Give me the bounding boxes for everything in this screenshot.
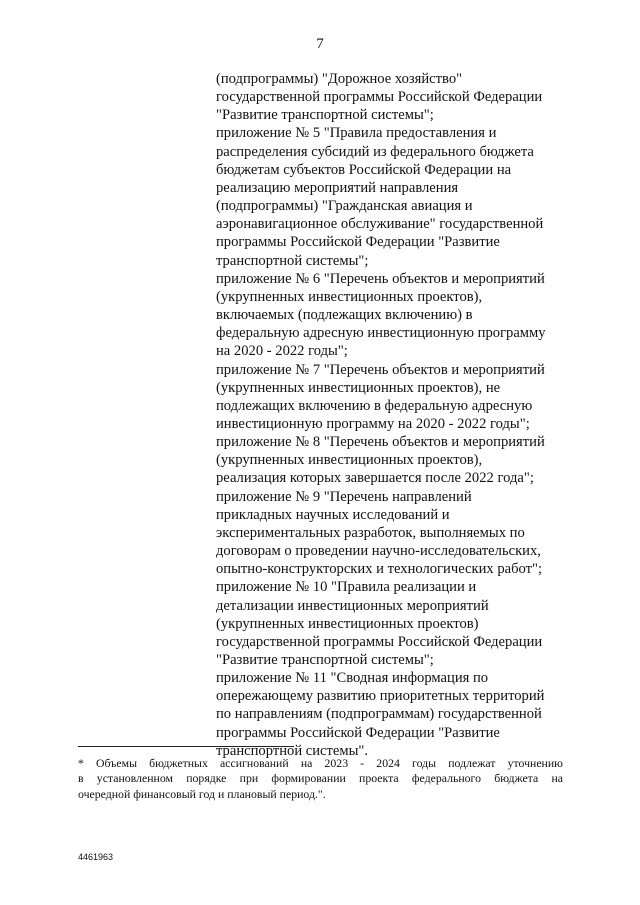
body-line: приложение № 7 "Перечень объектов и мероприятий bbox=[216, 361, 545, 378]
document-code: 4461963 bbox=[78, 852, 114, 862]
body-line: приложение № 10 "Правила реализации и bbox=[216, 579, 477, 596]
page-number: 7 bbox=[316, 36, 324, 52]
body-line: федеральную адресную инвестиционную программу bbox=[216, 325, 546, 342]
footnote-line: в установленном порядке при формировании проекта федерального бюджета на bbox=[78, 771, 563, 786]
body-line: государственной программы Российской Федерации bbox=[216, 89, 543, 106]
body-line: инвестиционную программу на 2020 - 2022 годы"; bbox=[216, 415, 530, 432]
body-line: приложение № 11 "Сводная информация по bbox=[216, 670, 489, 687]
body-line: экспериментальных разработок, выполняемых по bbox=[216, 524, 525, 541]
body-line: "Развитие транспортной системы"; bbox=[216, 107, 434, 124]
body-line: реализация которых завершается после 2022 года"; bbox=[216, 470, 534, 487]
body-line: приложение № 5 "Правила предоставления и bbox=[216, 125, 497, 142]
body-line: государственной программы Российской Федерации bbox=[216, 633, 543, 650]
body-line: бюджетам субъектов Российской Федерации на bbox=[216, 161, 512, 178]
body-line: (подпрограммы) "Гражданская авиация и bbox=[216, 198, 473, 215]
body-line: аэронавигационное обслуживание" государственной bbox=[216, 216, 544, 233]
footnote-divider bbox=[78, 746, 294, 747]
body-line: распределения субсидий из федерального бюджета bbox=[216, 143, 534, 160]
body-line: (укрупненных инвестиционных проектов), не bbox=[216, 379, 501, 396]
body-text bbox=[216, 70, 626, 760]
body-line: программы Российской Федерации "Развитие bbox=[216, 724, 500, 741]
body-line: приложение № 8 "Перечень объектов и мероприятий bbox=[216, 434, 545, 451]
body-line: программы Российской Федерации "Развитие bbox=[216, 234, 500, 251]
body-line: (укрупненных инвестиционных проектов), bbox=[216, 288, 483, 305]
footnote-line: * Объемы бюджетных ассигнований на 2023 - 2024 годы подлежат уточнению bbox=[78, 756, 563, 770]
body-line: транспортной системы"; bbox=[216, 252, 369, 269]
body-line: опережающему развитию приоритетных территорий bbox=[216, 688, 545, 705]
body-line: реализацию мероприятий направления bbox=[216, 179, 459, 196]
body-line: приложение № 6 "Перечень объектов и мероприятий bbox=[216, 270, 545, 287]
body-line: опытно-конструкторских и технологических работ"; bbox=[216, 561, 543, 578]
footnote-line: очередной финансовый год и плановый период.". bbox=[78, 786, 326, 801]
body-line: прикладных научных исследований и bbox=[216, 506, 450, 523]
body-line: на 2020 - 2022 годы"; bbox=[216, 343, 348, 360]
body-line: (подпрограммы) "Дорожное хозяйство" bbox=[216, 71, 463, 87]
body-line: детализации инвестиционных мероприятий bbox=[216, 597, 489, 614]
body-line: транспортной системы". bbox=[216, 742, 369, 759]
body-line: (укрупненных инвестиционных проектов), bbox=[216, 452, 483, 469]
body-line: приложение № 9 "Перечень направлений bbox=[216, 488, 472, 505]
body-line: "Развитие транспортной системы"; bbox=[216, 652, 434, 668]
body-line: по направлениям (подпрограммам) государственной bbox=[216, 706, 542, 723]
body-line: включаемых (подлежащих включению) в bbox=[216, 307, 473, 324]
body-line: (укрупненных инвестиционных проектов) bbox=[216, 615, 479, 632]
body-line: договорам о проведении научно-исследовательских, bbox=[216, 543, 541, 560]
body-line: подлежащих включению в федеральную адресную bbox=[216, 397, 533, 414]
footnote bbox=[78, 756, 563, 802]
